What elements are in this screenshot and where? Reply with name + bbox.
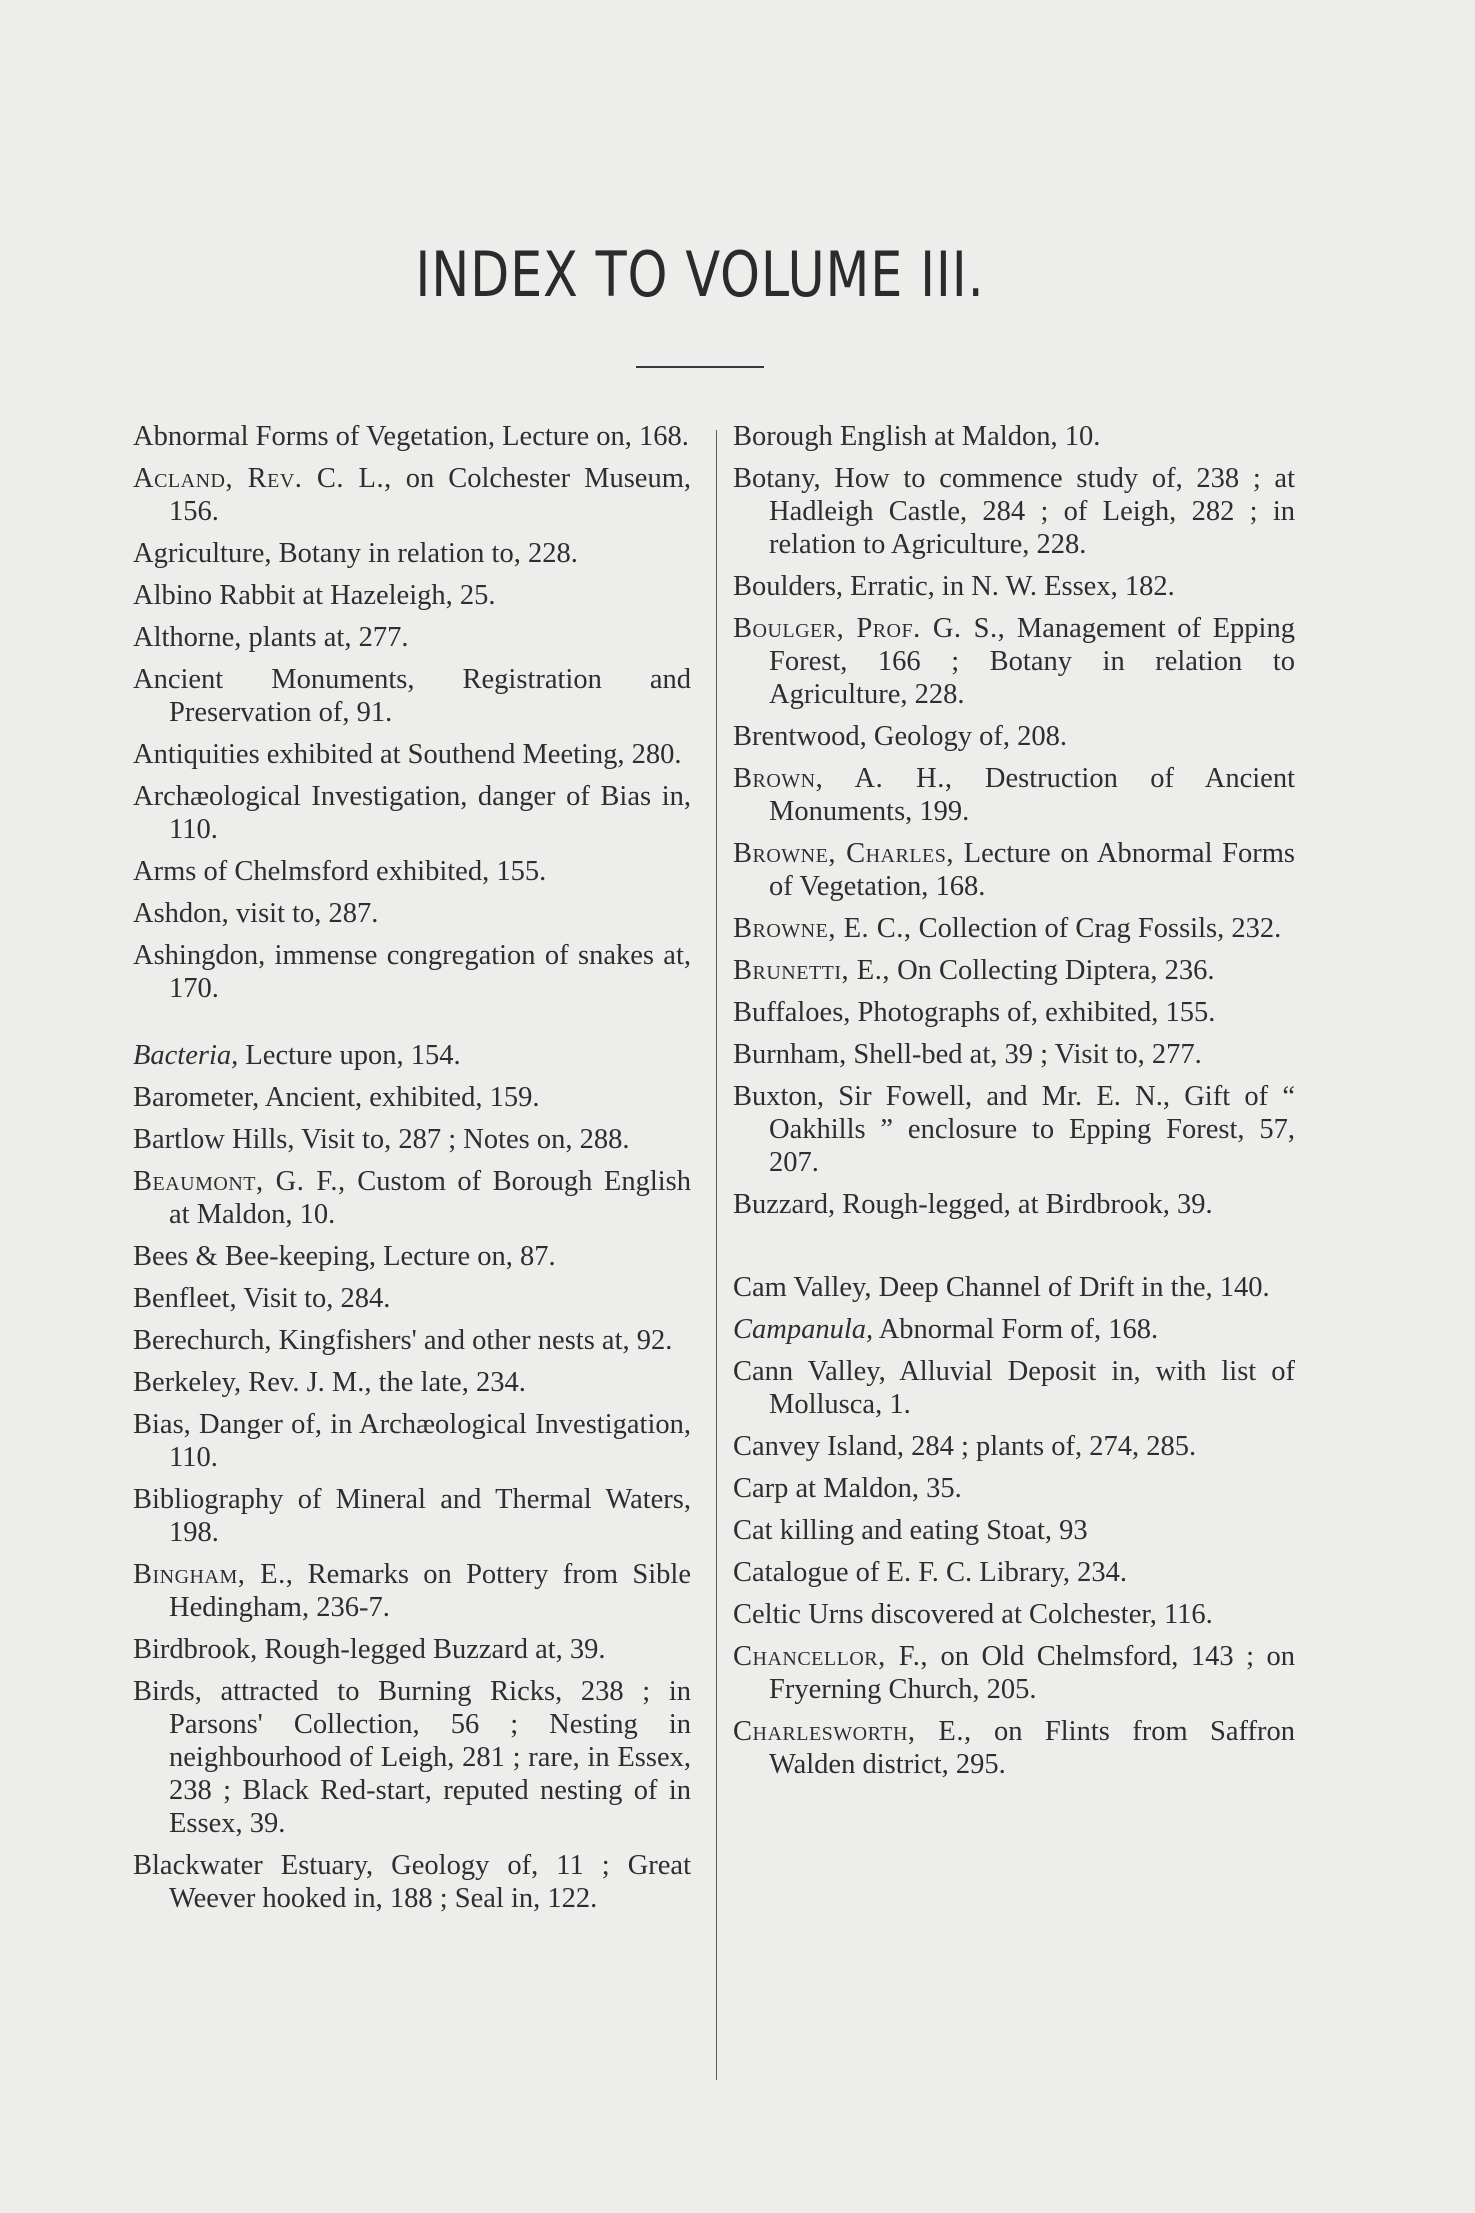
index-entry: [133, 663, 691, 729]
index-entry-text: Management of Epping Forest, 166 ; Botany in relation to Agriculture, 228.: [769, 613, 1295, 710]
index-entry: [733, 462, 1295, 561]
index-entry: [733, 996, 1295, 1029]
index-entry-heading: Brown, A. H.,: [733, 763, 953, 794]
index-entry: [133, 1483, 691, 1549]
index-entry-text: on Colchester Museum, 156.: [169, 463, 691, 527]
index-entry: [733, 1472, 1295, 1505]
index-entry-heading: Chancellor, F.,: [733, 1641, 929, 1672]
index-entry: [133, 1081, 691, 1114]
index-entry-heading: Cann Valley, Alluvial Deposit in, with list of Mollusca, 1.: [733, 1356, 1295, 1420]
index-entry: [133, 1408, 691, 1474]
index-entry: [733, 1430, 1295, 1463]
index-entry-heading: Bees & Bee-keeping, Lecture on, 87.: [133, 1241, 556, 1272]
index-entry-heading: Archæological Investigation, danger of Bias in, 110.: [133, 781, 691, 845]
index-entry: [133, 1039, 691, 1072]
index-entry-heading: Agriculture, Botany in relation to, 228.: [133, 538, 578, 569]
index-entry: [733, 420, 1295, 453]
index-entry: [133, 420, 691, 453]
index-entry: [133, 1240, 691, 1273]
index-entry-text: Lecture on Abnormal Forms of Vegetation, 168.: [769, 838, 1295, 902]
index-entry-text: Lecture upon, 154.: [238, 1040, 461, 1071]
index-entry: [733, 1598, 1295, 1631]
index-entry: [733, 1038, 1295, 1071]
index-entry-heading: Benfleet, Visit to, 284.: [133, 1283, 391, 1314]
index-entry: [133, 897, 691, 930]
index-entry-heading: Albino Rabbit at Hazeleigh, 25.: [133, 580, 496, 611]
index-entry-text: Abnormal Form of, 168.: [873, 1314, 1159, 1345]
index-entry-heading: Birds, attracted to Burning Ricks, 238 ; in Parsons' Collection, 56 ; Nesting in neighbourhood of Leigh, 281 ; rare, in Essex, 238 ; Black Red-start, reputed nesting of in Essex, 39.: [133, 1676, 691, 1839]
index-entry-heading: Browne, E. C.,: [733, 913, 912, 944]
index-entry: [733, 1080, 1295, 1179]
index-entry-heading: Ashingdon, immense congregation of snakes at, 170.: [133, 940, 691, 1004]
index-entry-heading: Burnham, Shell-bed at, 39 ; Visit to, 277.: [733, 1039, 1202, 1070]
index-entry-heading: Blackwater Estuary, Geology of, 11 ; Great Weever hooked in, 188 ; Seal in, 122.: [133, 1850, 691, 1914]
index-entry-heading: Beaumont, G. F.,: [133, 1166, 346, 1197]
index-entry: [733, 1715, 1295, 1781]
index-entry-heading: Ashdon, visit to, 287.: [133, 898, 379, 929]
index-entry-heading: Ancient Monuments, Registration and Preservation of, 91.: [133, 664, 691, 728]
index-entry-heading: Cam Valley, Deep Channel of Drift in the, 140.: [733, 1272, 1270, 1303]
index-entry-heading: Browne, Charles,: [733, 838, 955, 869]
index-entry-heading: Boulders, Erratic, in N. W. Essex, 182.: [733, 571, 1175, 602]
column-divider: [716, 430, 717, 2080]
index-entry: [133, 1123, 691, 1156]
index-entry-heading: Charlesworth, E.,: [733, 1716, 972, 1747]
index-entry: [133, 621, 691, 654]
index-entry: [133, 462, 691, 528]
index-entry-heading: Berkeley, Rev. J. M., the late, 234.: [133, 1367, 526, 1398]
index-entry-text: on, 168.: [589, 421, 689, 452]
index-entry: [733, 1514, 1295, 1547]
index-entry-text: on Flints from Saffron Walden district, 295.: [769, 1716, 1295, 1780]
index-column-right: [733, 420, 1295, 1790]
index-entry: [733, 837, 1295, 903]
index-entry-heading: Buffaloes, Photographs of, exhibited, 155.: [733, 997, 1216, 1028]
index-entry-heading: Bibliography of Mineral and Thermal Waters, 198.: [133, 1484, 691, 1548]
index-entry-heading: Birdbrook, Rough-legged Buzzard at, 39.: [133, 1634, 606, 1665]
index-entry: [133, 738, 691, 771]
index-entry: [133, 780, 691, 846]
index-entry-text: On Collecting Diptera, 236.: [889, 955, 1215, 986]
index-entry: [733, 612, 1295, 711]
index-entry: [133, 1633, 691, 1666]
index-entry: [133, 1675, 691, 1840]
index-entry: [133, 1165, 691, 1231]
index-entry: [733, 1355, 1295, 1421]
index-entry: [733, 720, 1295, 753]
index-entry: [733, 954, 1295, 987]
index-entry-heading: Acland, Rev. C. L.,: [133, 463, 392, 494]
index-entry: [133, 537, 691, 570]
index-entry-heading: Catalogue of E. F. C. Library, 234.: [733, 1557, 1128, 1588]
index-entry-heading: Celtic Urns discovered at Colchester, 116.: [733, 1599, 1213, 1630]
index-entry-text: Destruction of Ancient Monuments, 199.: [769, 763, 1295, 827]
index-entry-heading: Boulger, Prof. G. S.,: [733, 613, 1006, 644]
index-entry-heading: Althorne, plants at, 277.: [133, 622, 409, 653]
index-entry-heading: Cat killing and eating Stoat, 93: [733, 1515, 1088, 1546]
index-entry: [133, 1558, 691, 1624]
index-entry-heading: Bartlow Hills, Visit to, 287 ; Notes on, 288.: [133, 1124, 630, 1155]
index-entry-heading: Berechurch, Kingfishers' and other nests at, 92.: [133, 1325, 673, 1356]
index-entry-heading: Abnormal Forms of Vegetation, Lecture: [133, 421, 590, 452]
index-entry: [733, 570, 1295, 603]
index-entry-heading: Campanula,: [733, 1314, 874, 1345]
index-entry-heading: Bingham, E.,: [133, 1559, 294, 1590]
index-entry-text: on Old Chelmsford, 143 ; on Fryerning Church, 205.: [769, 1641, 1295, 1705]
index-entry-heading: Brunetti, E.,: [733, 955, 890, 986]
index-entry: [133, 939, 691, 1005]
index-entry: [133, 855, 691, 888]
index-entry-heading: Borough English at Maldon, 10.: [733, 421, 1101, 452]
index-entry-heading: Arms of Chelmsford exhibited, 155.: [133, 856, 547, 887]
index-entry: [733, 1640, 1295, 1706]
index-entry-text: Custom of Borough English at Maldon, 10.: [169, 1166, 692, 1230]
page-title: INDEX TO VOLUME III.: [415, 238, 985, 311]
index-entry-heading: Antiquities exhibited at Southend Meeting, 280.: [133, 739, 682, 770]
index-entry: [733, 1313, 1295, 1346]
index-entry-heading: Buzzard, Rough-legged, at Birdbrook, 39.: [733, 1189, 1213, 1220]
index-entry: [733, 762, 1295, 828]
index-entry-text: Collection of Crag Fossils, 232.: [911, 913, 1282, 944]
index-entry-heading: Bias, Danger of, in Archæological Investigation, 110.: [133, 1409, 691, 1473]
index-entry: [733, 1271, 1295, 1304]
index-entry-heading: Botany, How to commence study of, 238 ; at Hadleigh Castle, 284 ; of Leigh, 282 ; in relation to Agriculture, 228.: [733, 463, 1295, 560]
index-entry-heading: Brentwood, Geology of, 208.: [733, 721, 1068, 752]
index-entry: [133, 1324, 691, 1357]
index-entry-heading: Canvey Island, 284 ; plants of, 274, 285.: [733, 1431, 1197, 1462]
title-rule: [636, 366, 764, 368]
index-entry: [733, 1188, 1295, 1221]
index-entry-heading: Buxton, Sir Fowell, and Mr. E. N., Gift of “ Oakhills ” enclosure to Epping Forest, 57, 207.: [733, 1081, 1295, 1178]
index-entry-heading: Bacteria,: [133, 1040, 239, 1071]
index-entry: [733, 912, 1295, 945]
index-entry: [133, 1366, 691, 1399]
index-entry: [733, 1556, 1295, 1589]
index-entry: [133, 1282, 691, 1315]
index-entry-text: Remarks on Pottery from Sible Hedingham, 236-7.: [169, 1559, 691, 1623]
index-entry-heading: Carp at Maldon, 35.: [733, 1473, 962, 1504]
index-entry-heading: Barometer, Ancient, exhibited, 159.: [133, 1082, 540, 1113]
index-entry: [133, 1849, 691, 1915]
index-entry: [133, 579, 691, 612]
index-column-left: [133, 420, 691, 1924]
